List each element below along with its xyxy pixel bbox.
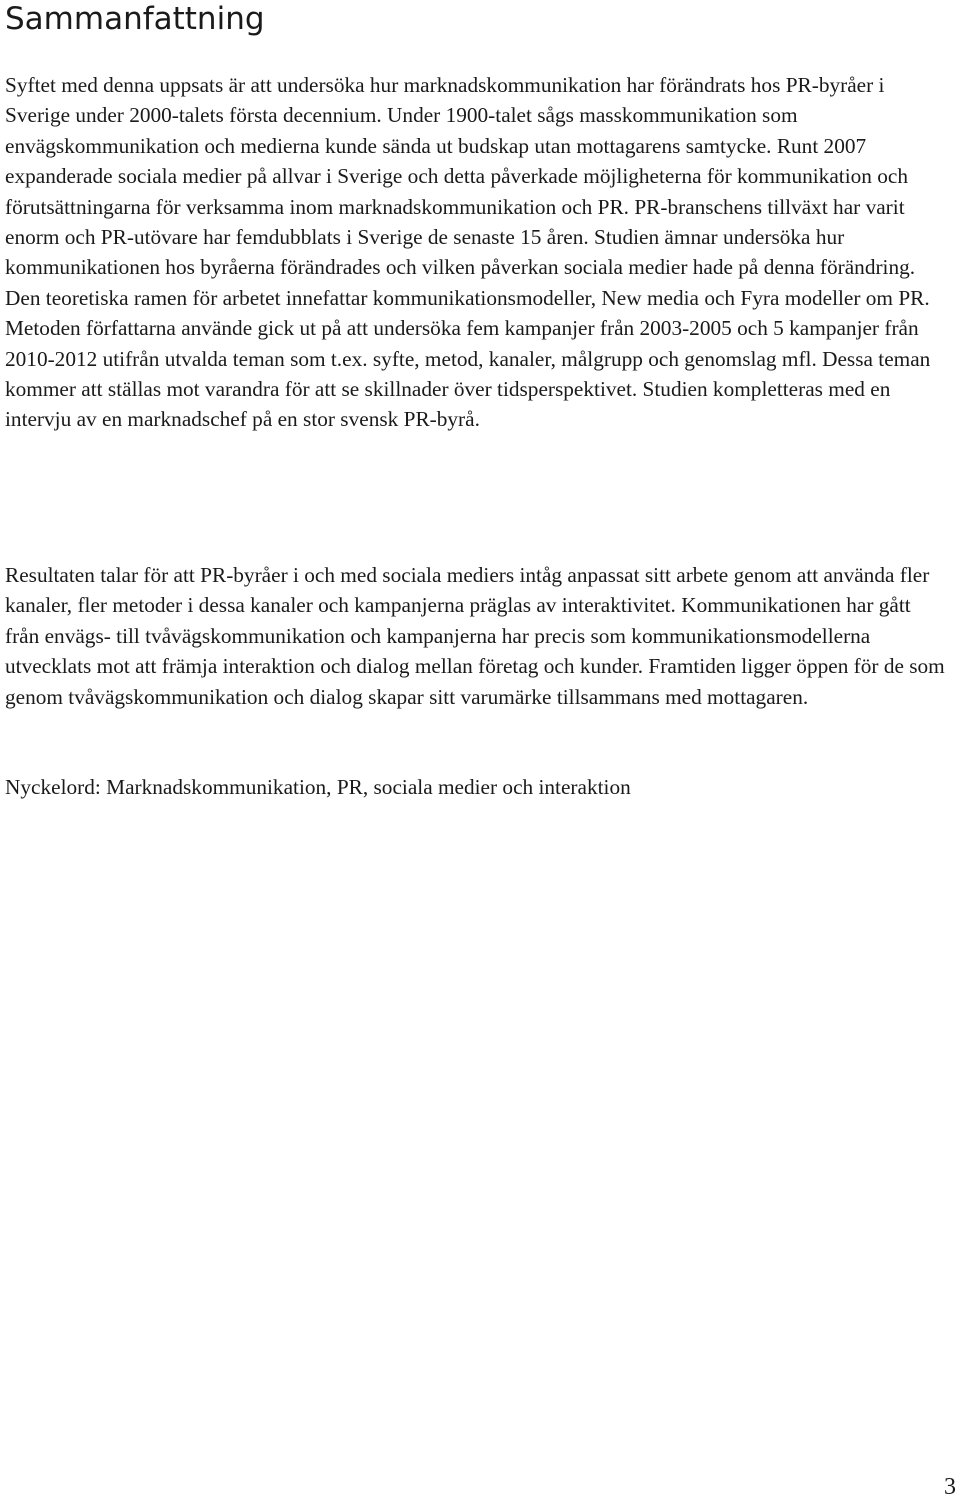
keywords-line: Nyckelord: Marknadskommunikation, PR, sociala medier och interaktion: [5, 775, 631, 799]
page-number: 3: [944, 1474, 956, 1500]
page-title: Sammanfattning: [5, 1, 265, 37]
summary-paragraph-2: Resultaten talar för att PR-byråer i och med sociala mediers intåg anpassat sitt arbete genom att använda fler kanaler, fler metoder i dessa kanaler och kampanjerna präglas av interaktivitet. Kommunikationen har gått från envägs- till tvåvägskommunikation och kampanjerna har precis som kommunikationsmodellerna utvecklats mot att främja interaktion och dialog mellan företag och kunder. Framtiden ligger öppen för de som genom tvåvägskommunikation och dialog skapar sitt varumärke tillsammans med mottagaren.: [5, 563, 945, 709]
summary-paragraph-1: Syftet med denna uppsats är att undersöka hur marknadskommunikation har förändrats hos PR-byråer i Sverige under 2000-talets första decennium. Under 1900-talet sågs masskommunikation som envägskommunikation och medierna kunde sända ut budskap utan mottagarens samtycke. Runt 2007 expanderade sociala medier på allvar i Sverige och detta påverkade möjligheterna för kommunikation och förutsättningarna för verksamma inom marknadskommunikation och PR. PR-branschens tillväxt har varit enorm och PR-utövare har femdubblats i Sverige de senaste 15 åren. Studien ämnar undersöka hur kommunikationen hos byråerna förändrades och vilken påverkan sociala medier hade på denna förändring. Den teoretiska ramen för arbetet innefattar kommunikationsmodeller, New media och Fyra modeller om PR. Metoden författarna använde gick ut på att undersöka fem kampanjer från 2003-2005 och 5 kampanjer från 2010-2012 utifrån utvalda teman som t.ex. syfte, metod, kanaler, målgrupp och genomslag mfl. Dessa teman kommer att ställas mot varandra för att se skillnader över tidsperspektivet. Studien kompletteras med en intervju av en marknadschef på en stor svensk PR-byrå.: [5, 73, 931, 432]
